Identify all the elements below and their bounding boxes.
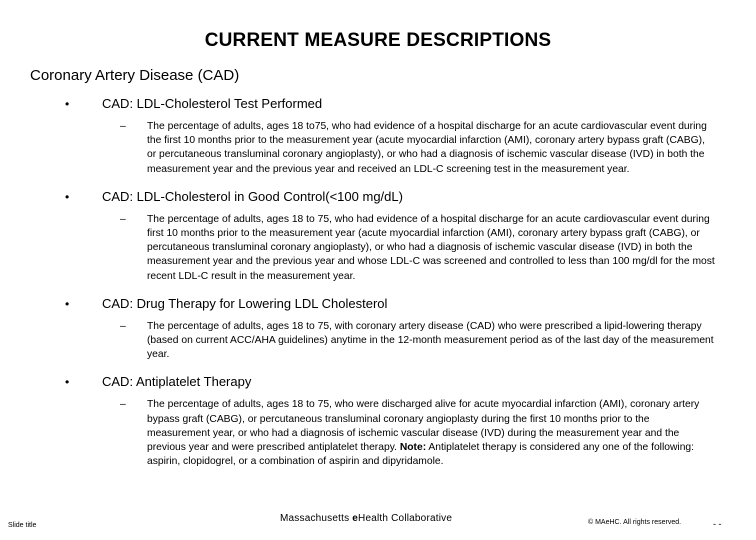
measure-title [0, 189, 756, 205]
measure-title [0, 374, 756, 390]
measure-description-text: The percentage of adults, ages 18 to75, who had evidence of a hospital discharge for an acute cardiovascular event during the first 10 months prior to the measurement year (acute myocardial infarction (AMI), coronary artery bypass graft (CABG), or percutaneous transluminal coronary angioplasty), or who had a diagnosis of ischemic vascular disease (IVD) in both the measurement year and the previous year and received an LDL-C screening test in the measurement year. [147, 121, 707, 175]
measure-title [0, 96, 756, 112]
footer-copyright: © MAeHC. All rights reserved. [588, 519, 682, 526]
measure-title-text: CAD: Antiplatelet Therapy [102, 374, 252, 390]
note-label: Note: [399, 442, 427, 454]
page-number: - - [713, 519, 722, 529]
logo-prefix: Massachusetts [280, 513, 353, 524]
logo-suffix: Health Collaborative [358, 513, 453, 524]
page-title: CURRENT MEASURE DESCRIPTIONS [204, 30, 552, 51]
measure-item [0, 96, 756, 177]
measure-description [0, 398, 715, 469]
measure-title-text: CAD: LDL-Cholesterol in Good Control(<100 mg/dL) [102, 188, 403, 204]
dash-icon: – [120, 399, 126, 411]
dash-icon: – [120, 121, 126, 132]
measure-title-text: CAD: LDL-Cholesterol Test Performed [102, 96, 323, 111]
bullet-icon: • [65, 296, 70, 311]
bullet-icon: • [65, 97, 70, 111]
dash-icon: – [120, 320, 126, 332]
measure-description [0, 120, 715, 177]
measure-item [0, 189, 756, 284]
dash-icon: – [120, 213, 126, 225]
measure-description-text: The percentage of adults, ages 18 to 75, who were discharged alive for acute myocardial infarction (AMI), coronary artery bypass graft (CABG), or percutaneous transluminal coronary angioplasty during the first 10 months prior to the measurement year, or who had a diagnosis of ischemic vascular disease (IVD) during the measurement year and the previous year and were prescribed antiplatelet therapy. [147, 399, 700, 454]
footer-slide-title: Slide title [8, 522, 37, 529]
measure-title-text: CAD: Drug Therapy for Lowering LDL Cholesterol [102, 295, 388, 311]
measure-item [0, 374, 756, 469]
measure-item [0, 296, 756, 363]
footer-logo [280, 513, 452, 524]
measure-description-text: The percentage of adults, ages 18 to 75, who had evidence of a hospital discharge for an acute cardiovascular event during first 10 months prior to the measurement year (acute myocardial infarction (AMI), coronary artery bypass graft (CABG), or percutaneous transluminal coronary angioplasty), or who had a diagnosis of ischemic vascular disease (IVD) in both the measurement year and the previous year and whose LDL-C was screened and controlled to less than 100 mg/dl for the most recent LDL-C result in the measurement year. [147, 213, 715, 282]
measure-list [0, 96, 756, 481]
measure-description [0, 320, 715, 363]
logo-e: e [352, 513, 359, 524]
bullet-icon: • [65, 189, 70, 204]
measure-title [0, 296, 756, 312]
measure-description [0, 213, 715, 284]
note-text: Antiplatelet therapy is considered any one of the following: aspirin, clopidogrel, or a combination of aspirin and dipyridamole. [147, 442, 695, 468]
measure-description-text: The percentage of adults, ages 18 to 75, with coronary artery disease (CAD) who were prescribed a lipid-lowering therapy (based on current ACC/AHA guidelines) anytime in the 12-month measurement period as of the last day of the measurement year. [147, 320, 714, 361]
section-heading: Coronary Artery Disease (CAD) [30, 67, 240, 84]
bullet-icon: • [65, 375, 70, 390]
